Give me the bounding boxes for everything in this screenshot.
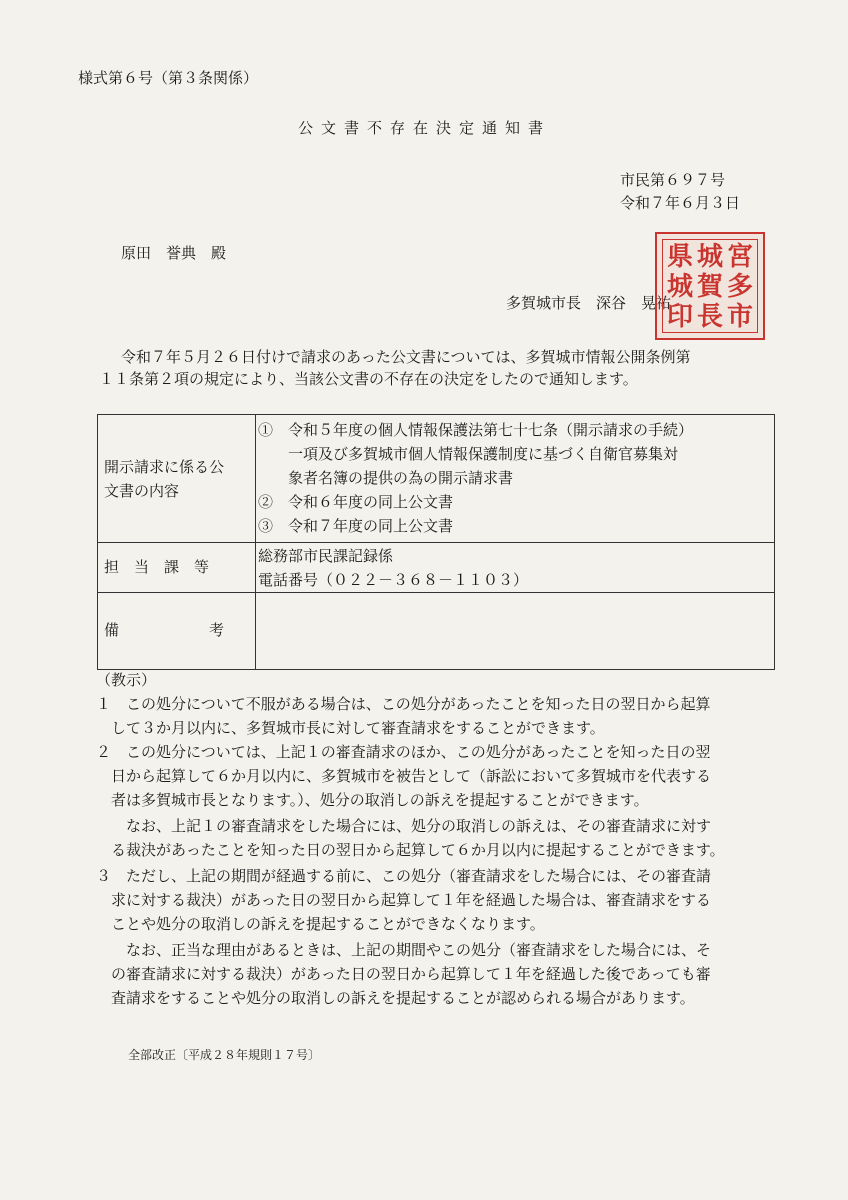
table-row-remarks <box>98 592 774 669</box>
row-label-department: 担 当 課 等 <box>104 558 210 576</box>
seal-character: 多 <box>726 272 753 302</box>
instruction-line: 査請求をすることや処分の取消しの訴えを提起することが認められる場合があります。 <box>96 989 695 1007</box>
row-label-content-2: 文書の内容 <box>104 482 180 500</box>
seal-character: 市 <box>726 302 753 332</box>
instruction-line: 者は多賀城市長となります。）、処分の取消しの訴えを提起することができます。 <box>96 791 649 809</box>
instruction-line: して３か月以内に、多賀城市長に対して審査請求をすることができます。 <box>96 719 605 737</box>
instructions-heading: （教示） <box>96 671 157 689</box>
notice-table <box>97 414 775 670</box>
instruction-line: なお、正当な理由があるときは、上記の期間やこの処分（審査請求をした場合には、そ <box>96 941 712 959</box>
seal-character: 城 <box>666 272 693 302</box>
document-date: 令和７年６月３日 <box>620 194 741 212</box>
instruction-line: の審査請求に対する裁決）があった日の翌日から起算して１年を経過した後であっても審 <box>96 965 711 983</box>
document-number: 市民第６９７号 <box>620 171 726 189</box>
seal-character: 城 <box>696 242 723 272</box>
content-item-3: ③ 令和７年度の同上公文書 <box>258 517 454 535</box>
addressee: 原田 誉典 殿 <box>121 244 227 262</box>
content-item-1-line-1: ① 令和５年度の個人情報保護法第七十七条（開示請求の手続） <box>258 421 694 439</box>
instruction-line: なお、上記１の審査請求をした場合には、処分の取消しの訴えは、その審査請求に対す <box>96 817 712 835</box>
content-item-2: ② 令和６年度の同上公文書 <box>258 493 454 511</box>
seal-character: 県 <box>666 242 693 272</box>
form-number: 様式第６号（第３条関係） <box>78 69 259 87</box>
instruction-line: １ この処分について不服がある場合は、この処分があったことを知った日の翌日から起算 <box>96 695 711 713</box>
body-line-1: 令和７年５月２６日付けで請求のあった公文書については、多賀城市情報公開条例第 <box>121 348 691 366</box>
body-line-2: １１条第２項の規定により、当該公文書の不存在の決定をしたので通知します。 <box>99 370 638 388</box>
row-label-content-1: 開示請求に係る公 <box>104 458 225 476</box>
document-title: 公文書不存在決定通知書 <box>298 119 552 137</box>
instruction-line: ２ この処分については、上記１の審査請求のほか、この処分があったことを知った日の翌 <box>96 743 711 761</box>
table-row-content <box>98 415 774 543</box>
content-item-1-line-2: 一項及び多賀城市個人情報保護制度に基づく自衛官募集対 <box>258 445 679 463</box>
seal-character: 長 <box>696 302 723 332</box>
seal-character: 賀 <box>696 272 723 302</box>
instruction-line: ３ ただし、上記の期間が経過する前に、この処分（審査請求をした場合には、その審査請 <box>96 867 712 885</box>
footer-note: 全部改正〔平成２８年規則１７号〕 <box>128 1048 321 1062</box>
department-phone: 電話番号（０２２－３６８－１１０３） <box>258 571 529 589</box>
instruction-line: る裁決があったことを知った日の翌日から起算して６か月以内に提起することができます。 <box>96 841 725 859</box>
instruction-line: 求に対する裁決）があった日の翌日から起算して１年を経過した場合は、審査請求をする <box>96 891 711 909</box>
department-name: 総務部市民課記録係 <box>258 547 394 565</box>
instruction-line: 日から起算して６か月以内に、多賀城市を被告として（訴訟において多賀城市を代表する <box>96 767 712 785</box>
row-label-remarks: 備 考 <box>104 621 225 639</box>
seal-character: 宮 <box>726 242 753 272</box>
sender: 多賀城市長 深谷 晃祐 <box>506 294 672 312</box>
content-item-1-line-3: 象者名簿の提供の為の開示請求書 <box>258 469 514 487</box>
instruction-line: ことや処分の取消しの訴えを提起することができなくなります。 <box>96 915 545 933</box>
official-seal <box>655 232 765 340</box>
seal-character: 印 <box>666 302 693 332</box>
table-row-department <box>98 542 774 593</box>
